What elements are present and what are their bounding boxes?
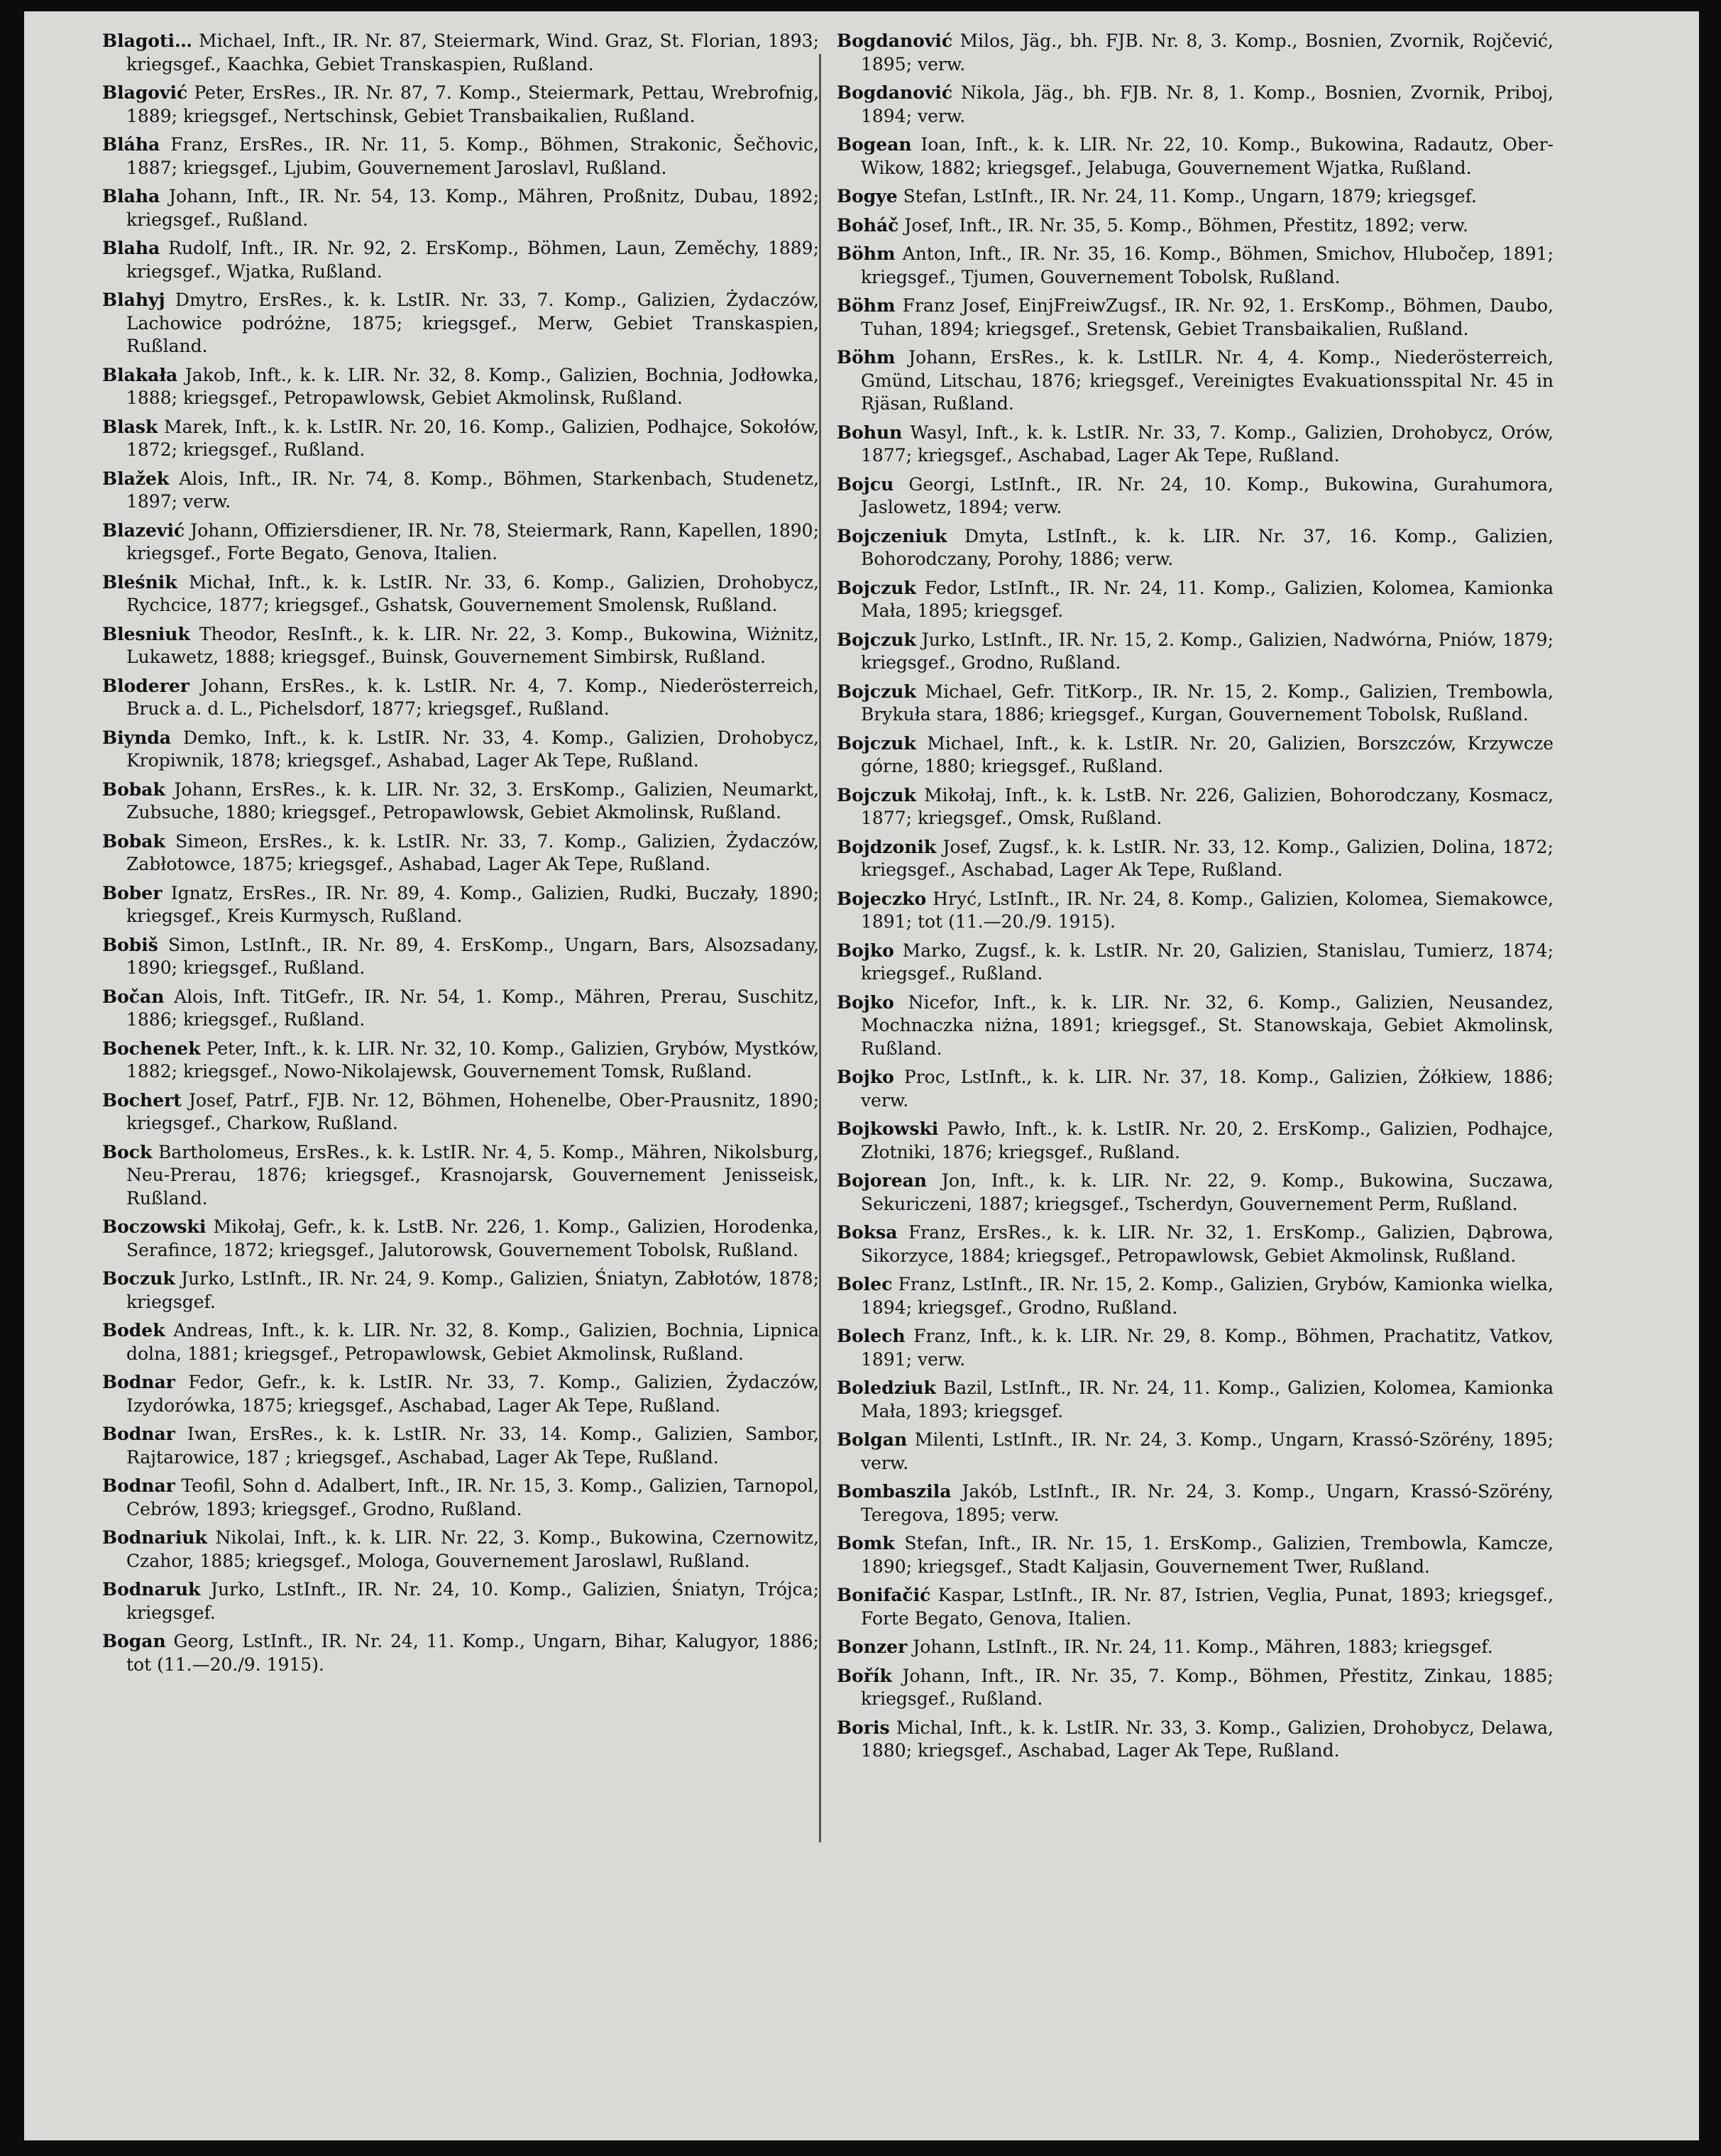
roster-entry — [102, 1475, 819, 1521]
entry-surname: Böhm — [837, 243, 896, 264]
entry-surname: Bojko — [837, 991, 894, 1013]
document-page — [24, 11, 1699, 2140]
entry-details: Teofil, Sohn d. Adalbert, Inft., IR. Nr. 15, 3. Komp., Galizien, Tarnopol, Cebrów, 1893; kriegsgef., Grodno, Rußland. — [126, 1475, 819, 1519]
entry-details: Simon, LstInft., IR. Nr. 89, 4. ErsKomp., Ungarn, Bars, Alsozsadany, 1890; kriegsgef., Rußland. — [126, 934, 819, 978]
roster-entry — [102, 519, 819, 566]
roster-entry — [837, 30, 1554, 76]
entry-details: Nikolai, Inft., k. k. LIR. Nr. 22, 3. Komp., Bukowina, Czernowitz, Czahor, 1885; kriegsgef., Mologa, Gouvernement Jaroslawl, Rußland. — [126, 1527, 820, 1571]
entry-details: Milenti, LstInft., IR. Nr. 24, 3. Komp., Ungarn, Krassó-Szörény, 1895; verw. — [861, 1429, 1554, 1473]
roster-entry — [837, 1325, 1554, 1371]
entry-surname: Bolec — [837, 1274, 893, 1294]
entry-surname: Bojkowski — [837, 1118, 939, 1139]
roster-entry — [837, 295, 1554, 341]
entry-details: Jurko, LstInft., IR. Nr. 24, 9. Komp., Galizien, Śniatyn, Zabłotów, 1878; kriegsgef. — [126, 1268, 819, 1312]
entry-details: Stefan, LstInft., IR. Nr. 24, 11. Komp., Ungarn, 1879; kriegsgef. — [903, 186, 1477, 207]
entry-surname: Bogdanović — [837, 31, 953, 51]
roster-entry — [102, 934, 819, 980]
entry-details: Wasyl, Inft., k. k. LstIR. Nr. 33, 7. Komp., Galizien, Drohobycz, Orów, 1877; kriegsgef., Aschabad, Lager Ak Tepe, Rußland. — [861, 422, 1554, 466]
entry-details: Pawło, Inft., k. k. LstIR. Nr. 20, 2. ErsKomp., Galizien, Podhajce, Złotniki, 1876; kriegsgef., Rußland. — [861, 1118, 1554, 1162]
roster-entry — [102, 882, 819, 928]
entry-details: Michael, Inft., IR. Nr. 87, Steiermark, Wind. Graz, St. Florian, 1893; kriegsgef., Kaachka, Gebiet Transkaspien, Rußland. — [126, 31, 819, 75]
entry-surname: Bodnar — [102, 1475, 175, 1496]
entry-surname: Boksa — [837, 1222, 898, 1243]
entry-surname: Böhm — [837, 295, 896, 316]
roster-entry — [837, 422, 1554, 468]
roster-entry — [102, 1267, 819, 1314]
entry-details: Johann, LstInft., IR. Nr. 24, 11. Komp., Mähren, 1883; kriegsgef. — [913, 1637, 1493, 1657]
entry-details: Dmytro, ErsRes., k. k. LstIR. Nr. 33, 7. Komp., Galizien, Żydaczów, Lachowice podróżne, 1875; kriegsgef., Merw, Gebiet Transkaspien, Rußland. — [126, 290, 820, 356]
entry-details: Ignatz, ErsRes., IR. Nr. 89, 4. Komp., Galizien, Rudki, Buczały, 1890; kriegsgef., Kreis Kurmysch, Rußland. — [126, 882, 819, 926]
entry-details: Rudolf, Inft., IR. Nr. 92, 2. ErsKomp., Böhmen, Laun, Zeměchy, 1889; kriegsgef., Wjatka, Rußland. — [126, 238, 819, 282]
roster-entry — [102, 30, 819, 76]
entry-details: Dmyta, LstInft., k. k. LIR. Nr. 37, 16. Komp., Galizien, Bohorodczany, Porohy, 1886; verw. — [861, 525, 1554, 569]
roster-entry — [102, 237, 819, 283]
entry-surname: Blahyj — [102, 290, 165, 310]
roster-entry — [837, 732, 1554, 779]
entry-surname: Boháč — [837, 214, 899, 236]
entry-surname: Bobak — [102, 779, 165, 800]
roster-entry — [837, 577, 1554, 623]
roster-entry — [102, 1578, 819, 1624]
roster-entry — [837, 82, 1554, 128]
entry-details: Bazil, LstInft., IR. Nr. 24, 11. Komp., Galizien, Kolomea, Kamionka Mała, 1893; kriegsgef. — [861, 1377, 1554, 1421]
roster-entry — [837, 784, 1554, 830]
entry-surname: Bojczuk — [837, 681, 916, 702]
entry-surname: Blaha — [102, 186, 160, 207]
entry-surname: Bock — [102, 1141, 153, 1162]
roster-entry — [837, 1221, 1554, 1267]
entry-surname: Bobiš — [102, 934, 158, 955]
entry-surname: Blagoti… — [102, 31, 193, 51]
entry-surname: Blakała — [102, 364, 178, 385]
roster-entry — [837, 1584, 1554, 1630]
roster-entry — [837, 133, 1554, 180]
roster-entry — [102, 1089, 819, 1135]
entry-surname: Bochenek — [102, 1038, 201, 1059]
left-column — [102, 30, 819, 1682]
entry-surname: Bloderer — [102, 675, 189, 696]
entry-surname: Bočan — [102, 986, 165, 1007]
entry-surname: Blazević — [102, 519, 185, 541]
entry-surname: Blagović — [102, 82, 188, 103]
entry-details: Demko, Inft., k. k. LstIR. Nr. 33, 4. Komp., Galizien, Drohobycz, Kropiwnik, 1878; kriegsgef., Ashabad, Lager Ak Tepe, Rußland. — [126, 727, 820, 771]
roster-entry — [837, 1170, 1554, 1216]
entry-surname: Bojczuk — [837, 784, 916, 805]
entry-details: Georg, LstInft., IR. Nr. 24, 11. Komp., Ungarn, Bihar, Kalugyor, 1886; tot (11.—20./9. 1915). — [126, 1631, 819, 1675]
roster-entry — [102, 133, 819, 180]
entry-details: Franz, LstInft., IR. Nr. 15, 2. Komp., Galizien, Grybów, Kamionka wielka, 1894; kriegsgef., Grodno, Rußland. — [861, 1274, 1554, 1318]
roster-entry — [102, 1527, 819, 1573]
roster-entry — [102, 468, 819, 514]
roster-entry — [102, 571, 819, 617]
roster-entry — [837, 525, 1554, 571]
entry-surname: Bomk — [837, 1533, 895, 1553]
entry-surname: Bogdanović — [837, 82, 953, 103]
entry-details: Michał, Inft., k. k. LstIR. Nr. 33, 6. Komp., Galizien, Drohobycz, Rychcice, 1877; kriegsgef., Gshatsk, Gouvernement Smolensk, Rußland. — [126, 571, 819, 615]
entry-surname: Blesniuk — [102, 623, 190, 644]
entry-surname: Bojczuk — [837, 629, 916, 650]
entry-details: Johann, ErsRes., k. k. LIR. Nr. 32, 3. ErsKomp., Galizien, Neumarkt, Zubsuche, 1880; kriegsgef., Petropawlowsk, Gebiet Akmolinsk, Rußland. — [126, 779, 819, 823]
entry-surname: Bombaszila — [837, 1481, 952, 1502]
entry-surname: Bodnar — [102, 1424, 175, 1444]
roster-entry — [102, 1038, 819, 1084]
entry-surname: Bojko — [837, 1067, 894, 1087]
entry-details: Jurko, LstInft., IR. Nr. 15, 2. Komp., Galizien, Nadwórna, Pniów, 1879; kriegsgef., Grodno, Rußland. — [861, 629, 1554, 673]
roster-entry — [837, 1429, 1554, 1475]
entry-details: Franz, Inft., k. k. LIR. Nr. 29, 8. Komp., Böhmen, Prachatitz, Vatkov, 1891; verw. — [861, 1326, 1554, 1370]
right-column — [837, 30, 1554, 1769]
roster-entry — [102, 1371, 819, 1417]
entry-surname: Bláha — [102, 134, 160, 155]
roster-entry — [102, 830, 819, 876]
roster-entry — [102, 1423, 819, 1469]
entry-details: Jurko, LstInft., IR. Nr. 24, 10. Komp., Galizien, Śniatyn, Trójca; kriegsgef. — [126, 1579, 819, 1623]
entry-details: Mikołaj, Inft., k. k. LstB. Nr. 226, Galizien, Bohorodczany, Kosmacz, 1877; kriegsgef., Omsk, Rußland. — [861, 784, 1554, 828]
roster-entry — [102, 986, 819, 1032]
entry-details: Iwan, ErsRes., k. k. LstIR. Nr. 33, 14. Komp., Galizien, Sambor, Rajtarowice, 187 ; kriegsgef., Aschabad, Lager Ak Tepe, Rußland. — [126, 1424, 820, 1468]
entry-surname: Bojko — [837, 940, 894, 961]
entry-surname: Bohun — [837, 422, 903, 443]
entry-details: Georgi, LstInft., IR. Nr. 24, 10. Komp., Bukowina, Gurahumora, Jaslowetz, 1894; verw. — [861, 473, 1554, 517]
entry-details: Marko, Zugsf., k. k. LstIR. Nr. 20, Galizien, Stanislau, Tumierz, 1874; kriegsgef., Rußland. — [861, 940, 1554, 984]
entry-surname: Bonifačić — [837, 1585, 931, 1605]
entry-details: Johann, ErsRes., k. k. LstILR. Nr. 4, 4. Komp., Niederösterreich, Gmünd, Litschau, 1876; kriegsgef., Vereinigtes Evakuationsspital Nr. 45 in Rjäsan, Rußland. — [861, 347, 1554, 414]
roster-entry — [837, 1665, 1554, 1711]
roster-entry — [837, 1273, 1554, 1319]
entry-details: Nikola, Jäg., bh. FJB. Nr. 8, 1. Komp., Bosnien, Zvornik, Priboj, 1894; verw. — [861, 82, 1554, 126]
roster-entry — [837, 629, 1554, 675]
entry-surname: Bobak — [102, 830, 165, 852]
roster-entry — [837, 1717, 1554, 1763]
entry-surname: Bojcu — [837, 473, 894, 495]
entry-details: Anton, Inft., IR. Nr. 35, 16. Komp., Böhmen, Smichov, Hlubočep, 1891; kriegsgef., Tjumen, Gouvernement Tobolsk, Rußland. — [861, 243, 1554, 287]
entry-details: Nicefor, Inft., k. k. LIR. Nr. 32, 6. Komp., Galizien, Neusandez, Mochnaczka niżna, 1891; kriegsgef., St. Stanowskaja, Gebiet Akmolinsk, Rußland. — [861, 991, 1554, 1059]
column-divider — [819, 54, 821, 1842]
entry-details: Ioan, Inft., k. k. LIR. Nr. 22, 10. Komp., Bukowina, Radautz, Ober-Wikow, 1882; kriegsgef., Jelabuga, Gouvernement Wjatka, Rußland. — [861, 134, 1554, 178]
entry-surname: Bolech — [837, 1326, 906, 1346]
entry-details: Michael, Gefr. TitKorp., IR. Nr. 15, 2. Komp., Galizien, Trembowla, Brykuła stara, 1886; kriegsgef., Kurgan, Gouvernement Tobolsk, Rußland. — [861, 681, 1554, 725]
entry-surname: Blask — [102, 416, 158, 437]
entry-surname: Bober — [102, 882, 163, 903]
entry-surname: Bolgan — [837, 1429, 908, 1450]
entry-details: Johann, Inft., IR. Nr. 54, 13. Komp., Mähren, Proßnitz, Dubau, 1892; kriegsgef., Rußland. — [126, 186, 819, 230]
entry-surname: Böhm — [837, 347, 896, 368]
entry-details: Michal, Inft., k. k. LstIR. Nr. 33, 3. Komp., Galizien, Drohobycz, Delawa, 1880; kriegsgef., Aschabad, Lager Ak Tepe, Rußland. — [861, 1717, 1554, 1761]
entry-details: Jakób, LstInft., IR. Nr. 24, 3. Komp., Ungarn, Krassó-Szörény, Teregova, 1895; verw. — [861, 1481, 1554, 1525]
roster-entry — [837, 1066, 1554, 1112]
entry-details: Michael, Inft., k. k. LstIR. Nr. 20, Galizien, Borszczów, Krzywcze górne, 1880; kriegsgef., Rußland. — [861, 732, 1554, 776]
entry-details: Stefan, Inft., IR. Nr. 15, 1. ErsKomp., Galizien, Trembowla, Kamcze, 1890; kriegsgef., Stadt Kaljasin, Gouvernement Twer, Rußland. — [861, 1533, 1554, 1577]
roster-entry — [837, 185, 1554, 209]
roster-entry — [837, 1636, 1554, 1659]
roster-entry — [102, 416, 819, 462]
entry-details: Hryć, LstInft., IR. Nr. 24, 8. Komp., Galizien, Kolomea, Siemakowce, 1891; tot (11.—20./9. 1915). — [861, 888, 1554, 932]
entry-details: Josef, Inft., IR. Nr. 35, 5. Komp., Böhmen, Přestitz, 1892; verw. — [904, 214, 1468, 236]
entry-details: Theodor, ResInft., k. k. LIR. Nr. 22, 3. Komp., Bukowina, Wiżnitz, Lukawetz, 1888; kriegsgef., Buinsk, Gouvernement Simbirsk, Rußland. — [126, 623, 820, 667]
entry-surname: Bojdzonik — [837, 836, 937, 857]
entry-details: Peter, Inft., k. k. LIR. Nr. 32, 10. Komp., Galizien, Grybów, Mystków, 1882; kriegsgef., Nowo-Nikolajewsk, Gouvernement Tomsk, Rußland. — [126, 1038, 819, 1082]
entry-details: Jon, Inft., k. k. LIR. Nr. 22, 9. Komp., Bukowina, Suczawa, Sekuriczeni, 1887; kriegsgef., Tscherdyn, Gouvernement Perm, Rußland. — [861, 1170, 1554, 1214]
entry-details: Proc, LstInft., k. k. LIR. Nr. 37, 18. Komp., Galizien, Żółkiew, 1886; verw. — [861, 1067, 1554, 1111]
roster-entry — [102, 779, 819, 825]
roster-entry — [837, 243, 1554, 289]
entry-surname: Bogye — [837, 186, 898, 207]
roster-entry — [102, 1216, 819, 1262]
entry-details: Franz, ErsRes., k. k. LIR. Nr. 32, 1. ErsKomp., Galizien, Dąbrowa, Sikorzyce, 1884; kriegsgef., Petropawlowsk, Gebiet Akmolinsk, Rußland. — [861, 1222, 1554, 1266]
roster-entry — [837, 940, 1554, 986]
entry-surname: Bojorean — [837, 1170, 927, 1191]
entry-surname: Boczuk — [102, 1268, 175, 1289]
roster-entry — [102, 185, 819, 231]
entry-details: Marek, Inft., k. k. LstIR. Nr. 20, 16. Komp., Galizien, Podhajce, Sokołów, 1872; kriegsgef., Rußland. — [126, 416, 819, 460]
roster-entry — [837, 346, 1554, 416]
entry-surname: Bodek — [102, 1320, 165, 1341]
entry-surname: Bleśnik — [102, 571, 177, 593]
roster-entry — [837, 991, 1554, 1061]
entry-surname: Boris — [837, 1717, 890, 1738]
entry-details: Simeon, ErsRes., k. k. LstIR. Nr. 33, 7. Komp., Galizien, Żydaczów, Zabłotowce, 1875; kriegsgef., Ashabad, Lager Ak Tepe, Rußland. — [126, 830, 819, 874]
entry-details: Kaspar, LstInft., IR. Nr. 87, Istrien, Veglia, Punat, 1893; kriegsgef., Forte Begato, Genova, Italien. — [861, 1585, 1554, 1629]
entry-surname: Bojczuk — [837, 577, 916, 598]
entry-details: Mikołaj, Gefr., k. k. LstB. Nr. 226, 1. Komp., Galizien, Horodenka, Serafince, 1872; kriegsgef., Jalutorowsk, Gouvernement Tobolsk, Rußland. — [126, 1216, 819, 1260]
roster-entry — [837, 214, 1554, 238]
entry-surname: Bogean — [837, 134, 912, 155]
entry-surname: Bojczeniuk — [837, 525, 947, 546]
entry-details: Andreas, Inft., k. k. LIR. Nr. 32, 8. Komp., Galizien, Bochnia, Lipnica dolna, 1881; kriegsgef., Petropawlowsk, Gebiet Akmolinsk, Rußland. — [126, 1320, 819, 1364]
roster-entry — [102, 727, 819, 773]
entry-details: Josef, Patrf., FJB. Nr. 12, Böhmen, Hohenelbe, Ober-Prausnitz, 1890; kriegsgef., Charkow, Rußland. — [126, 1089, 819, 1133]
entry-details: Fedor, LstInft., IR. Nr. 24, 11. Komp., Galizien, Kolomea, Kamionka Mała, 1895; kriegsgef. — [861, 577, 1554, 621]
entry-surname: Bochert — [102, 1089, 182, 1111]
roster-entry — [102, 1630, 819, 1676]
roster-entry — [102, 364, 819, 410]
entry-details: Johann, Inft., IR. Nr. 35, 7. Komp., Böhmen, Přestitz, Zinkau, 1885; kriegsgef., Rußland. — [861, 1665, 1554, 1709]
roster-entry — [102, 1319, 819, 1365]
entry-details: Josef, Zugsf., k. k. LstIR. Nr. 33, 12. Komp., Galizien, Dolina, 1872; kriegsgef., Aschabad, Lager Ak Tepe, Rußland. — [861, 836, 1554, 880]
entry-details: Fedor, Gefr., k. k. LstIR. Nr. 33, 7. Komp., Galizien, Żydaczów, Izydorówka, 1875; kriegsgef., Aschabad, Lager Ak Tepe, Rußland. — [126, 1372, 819, 1416]
roster-entry — [837, 681, 1554, 727]
entry-surname: Biynda — [102, 727, 172, 748]
entry-surname: Bojeczko — [837, 888, 927, 909]
entry-details: Jakob, Inft., k. k. LIR. Nr. 32, 8. Komp., Galizien, Bochnia, Jodłowka, 1888; kriegsgef., Petropawlowsk, Gebiet Akmolinsk, Rußland. — [126, 364, 819, 408]
entry-surname: Bodnar — [102, 1372, 175, 1392]
entry-surname: Bogan — [102, 1631, 166, 1651]
entry-surname: Boczowski — [102, 1216, 207, 1237]
entry-surname: Bodnaruk — [102, 1579, 201, 1600]
entry-surname: Blažek — [102, 468, 170, 489]
entry-surname: Bojczuk — [837, 732, 916, 754]
roster-entry — [102, 675, 819, 721]
entry-details: Peter, ErsRes., IR. Nr. 87, 7. Komp., Steiermark, Pettau, Wrebrofnig, 1889; kriegsgef., Nertschinsk, Gebiet Transbaikalien, Rußland. — [126, 82, 819, 126]
entry-details: Franz Josef, EinjFreiwZugsf., IR. Nr. 92, 1. ErsKomp., Böhmen, Daubo, Tuhan, 1894; kriegsgef., Sretensk, Gebiet Transbaikalien, Rußland. — [861, 295, 1554, 339]
entry-surname: Blaha — [102, 238, 160, 258]
roster-entry — [837, 836, 1554, 882]
roster-entry — [102, 82, 819, 128]
roster-entry — [102, 1141, 819, 1211]
entry-details: Franz, ErsRes., IR. Nr. 11, 5. Komp., Böhmen, Strakonic, Šečhovic, 1887; kriegsgef., Ljubim, Gouvernement Jaroslavl, Rußland. — [126, 134, 819, 178]
entry-surname: Bodnariuk — [102, 1527, 207, 1548]
roster-entry — [837, 888, 1554, 934]
entry-surname: Bonzer — [837, 1637, 908, 1657]
entry-details: Alois, Inft., IR. Nr. 74, 8. Komp., Böhmen, Starkenbach, Studenetz, 1897; verw. — [126, 468, 819, 512]
entry-details: Alois, Inft. TitGefr., IR. Nr. 54, 1. Komp., Mähren, Prerau, Suschitz, 1886; kriegsgef., Rußland. — [126, 986, 819, 1030]
roster-entry — [837, 1118, 1554, 1164]
entry-surname: Boledziuk — [837, 1377, 936, 1398]
roster-entry — [837, 473, 1554, 519]
roster-entry — [102, 623, 819, 669]
roster-entry — [102, 289, 819, 358]
entry-details: Johann, ErsRes., k. k. LstIR. Nr. 4, 7. Komp., Niederösterreich, Bruck a. d. L., Pichelsdorf, 1877; kriegsgef., Rußland. — [126, 675, 820, 719]
entry-details: Milos, Jäg., bh. FJB. Nr. 8, 3. Komp., Bosnien, Zvornik, Rojčević, 1895; verw. — [861, 31, 1554, 75]
roster-entry — [837, 1480, 1554, 1527]
roster-entry — [837, 1532, 1554, 1578]
entry-details: Bartholomeus, ErsRes., k. k. LstIR. Nr. 4, 5. Komp., Mähren, Nikolsburg, Neu-Prerau, 1876; kriegsgef., Krasnojarsk, Gouvernement Jenisseisk, Rußland. — [126, 1141, 819, 1209]
entry-surname: Bořík — [837, 1665, 892, 1686]
entry-details: Johann, Offiziersdiener, IR. Nr. 78, Steiermark, Rann, Kapellen, 1890; kriegsgef., Forte Begato, Genova, Italien. — [126, 519, 819, 563]
roster-entry — [837, 1377, 1554, 1423]
